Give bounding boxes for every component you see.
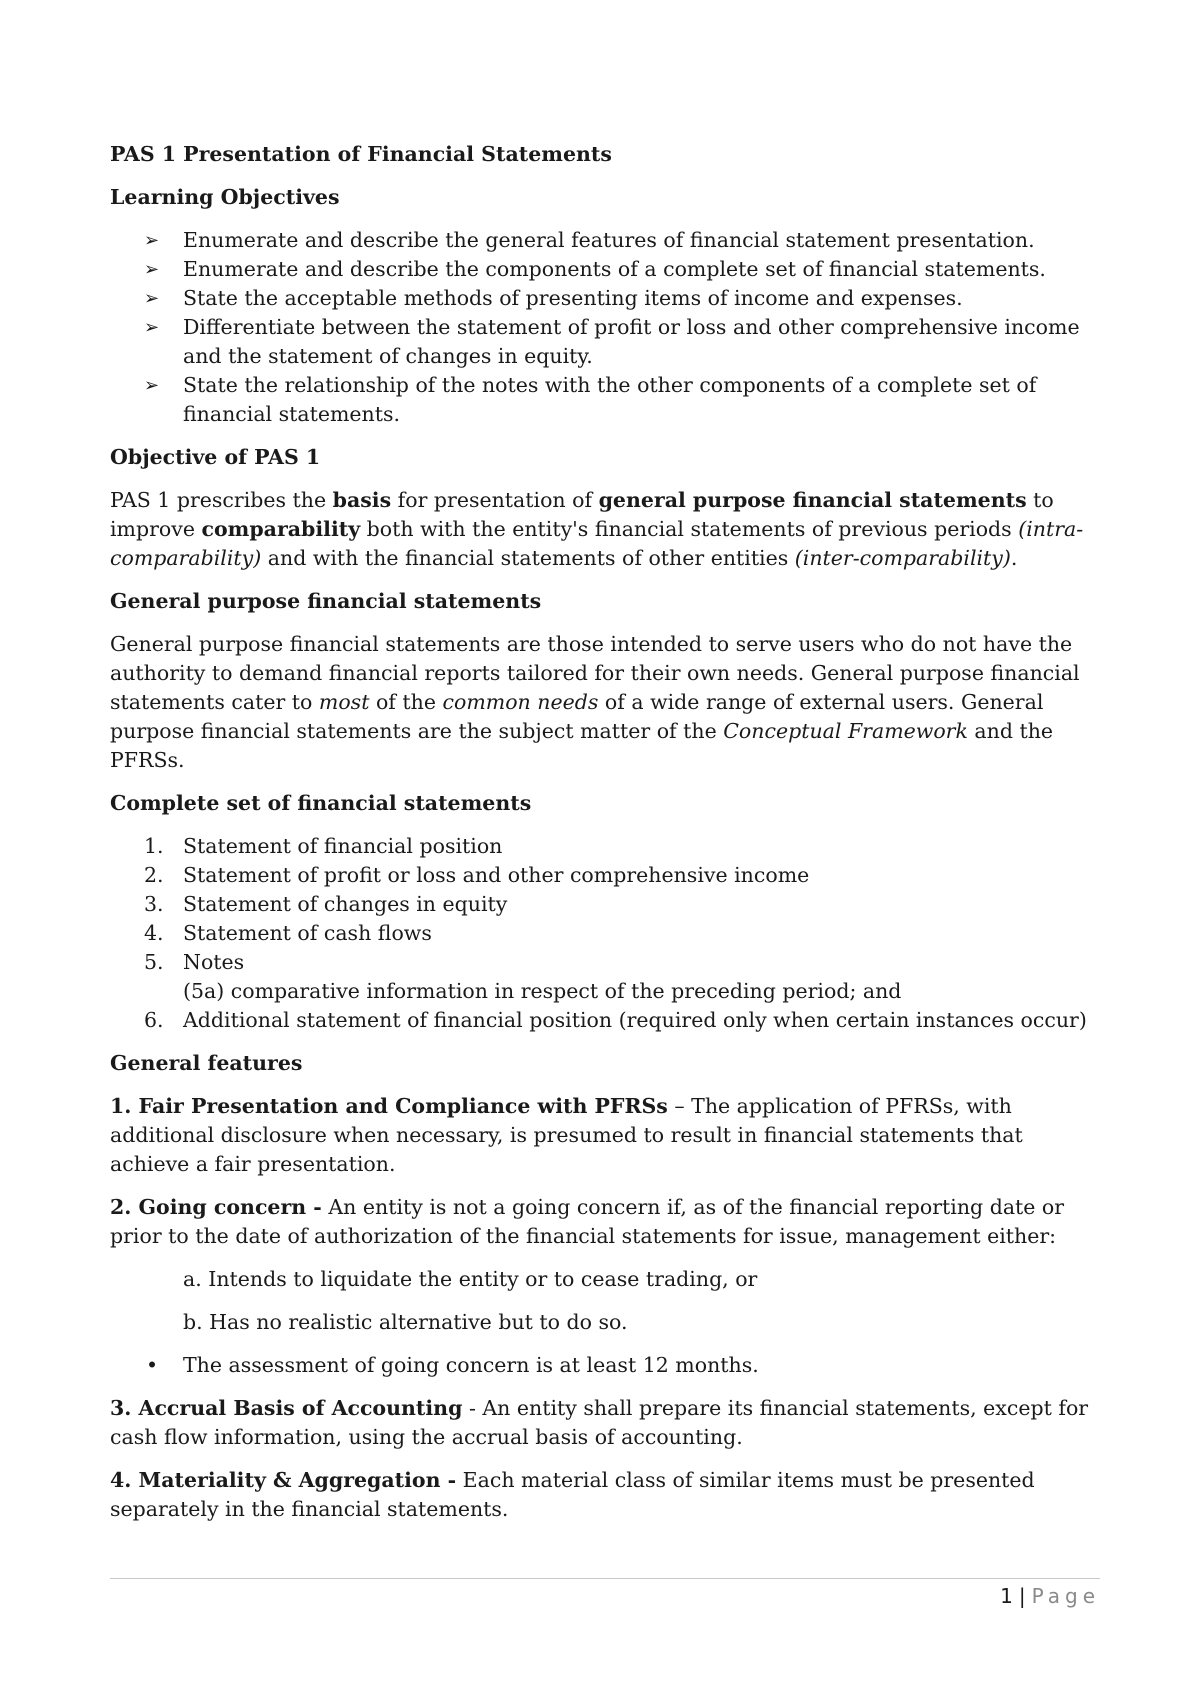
arrow-bullet-icon: ➢ [144,317,160,338]
learning-objectives-list [110,226,1100,429]
page-title: PAS 1 Presentation of Financial Statements [110,142,612,166]
list-item: 4. Statement of cash flows [144,921,432,945]
list-item: • The assessment of going concern is at least 12 months. [110,1351,1100,1380]
feature-2-item-a: a. Intends to liquidate the entity or to cease trading, or [183,1267,758,1291]
objective-paragraph: PAS 1 prescribes the basis for presentation of general purpose financial statements to improve comparability both with the entity's financial statements of previous periods (intra-comparability) and with the financial statements of other entities (inter-comparability). [110,488,1084,570]
list-item: ➢ Enumerate and describe the general features of financial statement presentation. [110,226,1100,255]
list-item: 3. Statement of changes in equity [144,892,508,916]
list-item: 5. Notes (5a) comparative information in respect of the preceding period; and [144,950,902,1003]
list-item: ➢ Differentiate between the statement of profit or loss and other comprehensive income and the statement of changes in equity. [144,315,1080,368]
complete-set-heading: Complete set of financial statements [110,791,532,815]
arrow-bullet-icon: ➢ [144,230,160,251]
list-item: ➢ State the acceptable methods of presenting items of income and expenses. [110,284,1100,313]
document-page [110,140,1100,1538]
arrow-bullet-icon: ➢ [144,288,160,309]
general-purpose-paragraph: General purpose financial statements are those intended to serve users who do not have the authority to demand financial reports tailored for their own needs. General purpose financial statements cater to most of the common needs of a wide range of external users. General purpose financial statements are the subject matter of the Conceptual Framework and the PFRSs. [110,632,1080,772]
footer-separator: | [1018,1584,1026,1608]
feature-2-item-b: b. Has no realistic alternative but to do so. [183,1310,628,1334]
list-item: ➢ State the relationship of the notes with the other components of a complete set of financial statements. [144,373,1037,426]
page-label: Page [1031,1584,1100,1608]
bullet-dot-icon: • [146,1353,159,1377]
list-item: ➢ Enumerate and describe the components of a complete set of financial statements. [110,255,1100,284]
list-item: 6. Additional statement of financial position (required only when certain instances occur) [144,1008,1087,1032]
objective-heading: Objective of PAS 1 [110,445,321,469]
feature-1-paragraph: 1. Fair Presentation and Compliance with PFRSs – The application of PFRSs, with additional disclosure when necessary, is presumed to result in financial statements that achieve a fair presentation. [110,1094,1023,1176]
feature-3-paragraph: 3. Accrual Basis of Accounting - An entity shall prepare its financial statements, except for cash flow information, using the accrual basis of accounting. [110,1396,1089,1449]
feature-4-paragraph: 4. Materiality & Aggregation - Each material class of similar items must be presented separately in the financial statements. [110,1468,1035,1521]
general-purpose-heading: General purpose financial statements [110,589,542,613]
learning-objectives-heading: Learning Objectives [110,185,340,209]
list-item: 2. Statement of profit or loss and other comprehensive income [144,863,810,887]
arrow-bullet-icon: ➢ [144,375,160,396]
footer-divider [110,1578,1100,1579]
feature-2-paragraph: 2. Going concern - An entity is not a going concern if, as of the financial reporting date or prior to the date of authorization of the financial statements for issue, management either: [110,1195,1065,1248]
arrow-bullet-icon: ➢ [144,259,160,280]
page-footer [1000,1584,1100,1608]
complete-set-list [110,832,1100,1035]
note-5a: (5a) comparative information in respect of the preceding period; and [183,979,902,1003]
list-item: 1. Statement of financial position [144,834,503,858]
feature-2-bullet-list [110,1351,1100,1380]
general-features-heading: General features [110,1051,303,1075]
page-number: 1 [1000,1584,1013,1608]
